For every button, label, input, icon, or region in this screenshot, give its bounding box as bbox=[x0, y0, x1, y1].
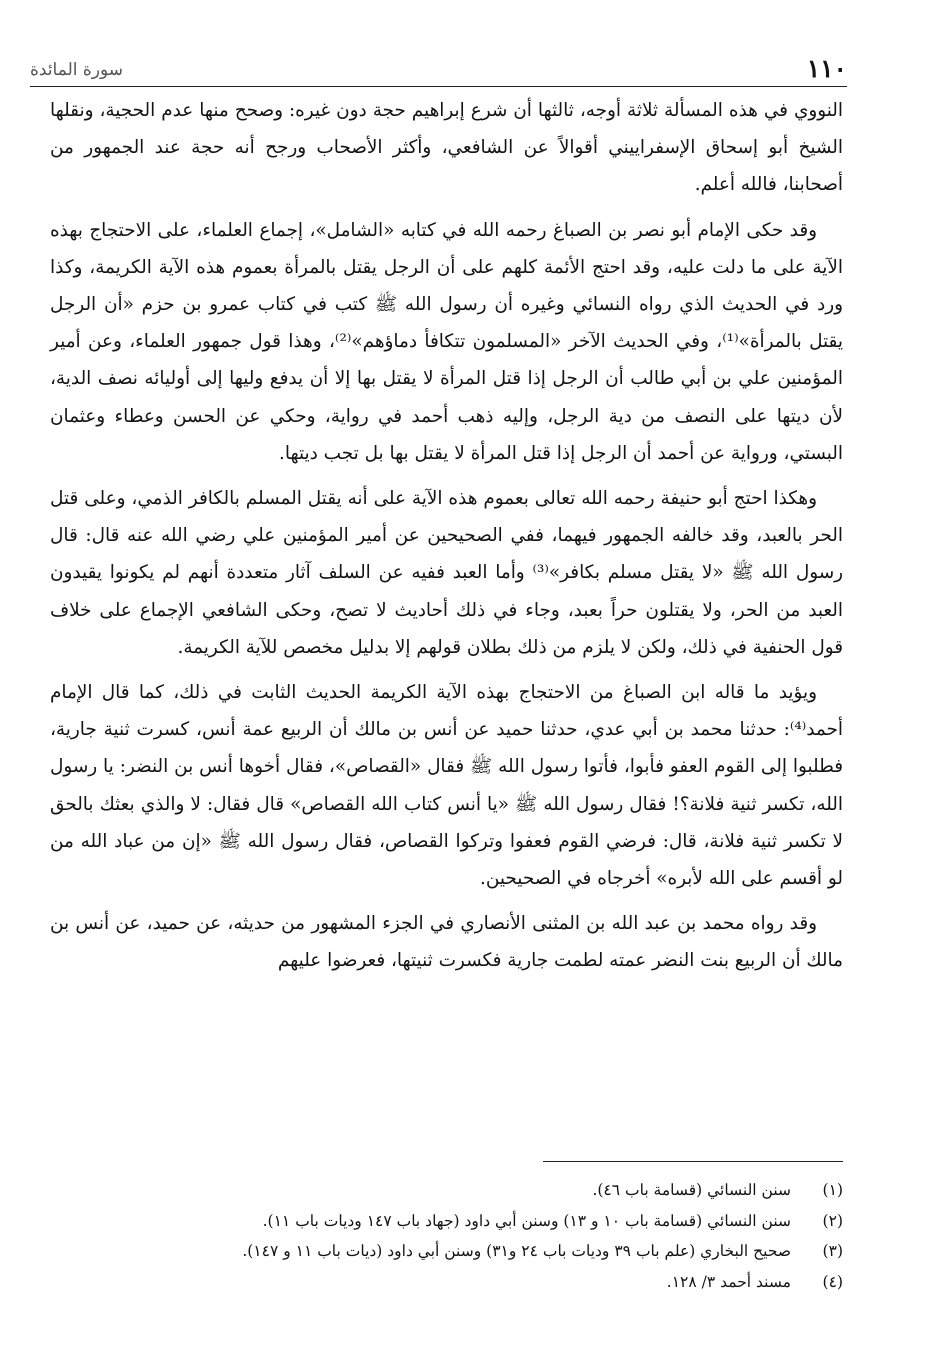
page-number: ١١٠ bbox=[806, 54, 847, 83]
footnote-number: (١) bbox=[822, 1181, 843, 1199]
footnote-number: (٣) bbox=[822, 1242, 843, 1260]
paragraph: وقد رواه محمد بن عبد الله بن المثنى الأنصاري في الجزء المشهور من حديثه، عن حميد، عن أنس بن مالك أن الربيع بنت النضر عمته لطمت جارية فكسرت ثنيتها، فعرضوا عليهم bbox=[50, 913, 843, 972]
running-title: سورة المائدة bbox=[30, 60, 124, 80]
paragraph: وهكذا احتج أبو حنيفة رحمه الله تعالى بعموم هذه الآية على أنه يقتل المسلم بالكافر الذمي، وعلى قتل الحر بالعبد، وقد خالفه الجمهور فيهما، ففي الصحيحين عن أمير المؤمنين علي رضي الله عنه قال: قال رسول الله ﷺ «لا يقتل مسلم بكافر»⁽³⁾ وأما العبد ففيه عن السلف آثار متعددة أنهم لم يكونوا يقيدون العبد من الحر، ولا يقتلون حراً بعبد، وجاء في ذلك أحاديث لا تصح، وحكى الشافعي الإجماع على خلاف قول الحنفية في ذلك، ولكن لا يلزم من ذلك بطلان قولهم إلا بدليل مخصص للآية الكريمة. bbox=[50, 488, 843, 658]
footnote bbox=[60, 1267, 843, 1298]
footnote-number: (٤) bbox=[822, 1272, 843, 1291]
footnote-separator bbox=[543, 1161, 843, 1162]
main-text bbox=[50, 92, 843, 988]
footnote bbox=[60, 1236, 843, 1267]
footnotes bbox=[60, 1175, 843, 1297]
page-header bbox=[30, 52, 847, 87]
footnote-text: سنن النسائي (قسامة باب ٤٦). bbox=[592, 1181, 791, 1199]
footnote-text: سنن النسائي (قسامة باب ١٠ و ١٣) وسنن أبي داود (جهاد باب ١٤٧ وديات باب ١١). bbox=[262, 1211, 791, 1230]
footnote bbox=[60, 1206, 843, 1237]
footnote-text: صحيح البخاري (علم باب ٣٩ وديات باب ٢٤ و٣١) وسنن أبي داود (ديات باب ١١ و ١٤٧). bbox=[242, 1242, 791, 1260]
paragraph: وقد حكى الإمام أبو نصر بن الصباغ رحمه الله في كتابه «الشامل»، إجماع العلماء، على الاحتجاج بهذه الآية على ما دلت عليه، وقد احتج الأئمة كلهم على أن الرجل يقتل بالمرأة بعموم هذه الآية الكريمة، وكذا ورد في الحديث الذي رواه النسائي وغيره أن رسول الله ﷺ كتب في كتاب عمرو بن حزم «أن الرجل يقتل بالمرأة»⁽¹⁾، وفي الحديث الآخر «المسلمون تتكافأ دماؤهم»⁽²⁾، وهذا قول جمهور العلماء، وعن أمير المؤمنين علي بن أبي طالب أن الرجل إذا قتل المرأة لا يقتل بها إلا أن يدفع وليها إلى أوليائه نصف الدية، لأن ديتها على النصف من دية الرجل، وإليه ذهب أحمد في رواية، وحكي عن الحسن وعطاء وعثمان البستي، ورواية عن أحمد أن الرجل إذا قتل المرأة لا يقتل بها بل تجب ديتها. bbox=[50, 219, 843, 464]
footnote-text: مسند أحمد ٣/ ١٢٨. bbox=[666, 1272, 791, 1291]
footnote-number: (٢) bbox=[822, 1211, 843, 1230]
footnote bbox=[60, 1175, 843, 1206]
paragraph: ويؤيد ما قاله ابن الصباغ من الاحتجاج بهذه الآية الكريمة الحديث الثابت في ذلك، كما قال الإمام أحمد⁽⁴⁾: حدثنا محمد بن أبي عدي، حدثنا حميد عن أنس بن مالك أن الربيع عمة أنس، كسرت ثنية جارية، فطلبوا إلى القوم العفو فأبوا، فأتوا رسول الله ﷺ فقال «القصاص»، فقال أخوها أنس بن النضر: يا رسول الله، تكسر ثنية فلانة؟! فقال رسول الله ﷺ «يا أنس كتاب الله القصاص» قال فقال: لا والذي بعثك بالحق لا تكسر ثنية فلانة، قال: فرضي القوم فعفوا وتركوا القصاص، فقال رسول الله ﷺ «إن من عباد الله من لو أقسم على الله لأبره» أخرجاه في الصحيحين. bbox=[50, 682, 843, 890]
paragraph: النووي في هذه المسألة ثلاثة أوجه، ثالثها أن شرع إبراهيم حجة دون غيره: وصحح منها عدم الحجية، ونقلها الشيخ أبو إسحاق الإسفراييني أقوالاً عن الشافعي، وأكثر الأصحاب ورجح أنه حجة عند الجمهور من أصحابنا، فالله أعلم. bbox=[50, 100, 843, 196]
